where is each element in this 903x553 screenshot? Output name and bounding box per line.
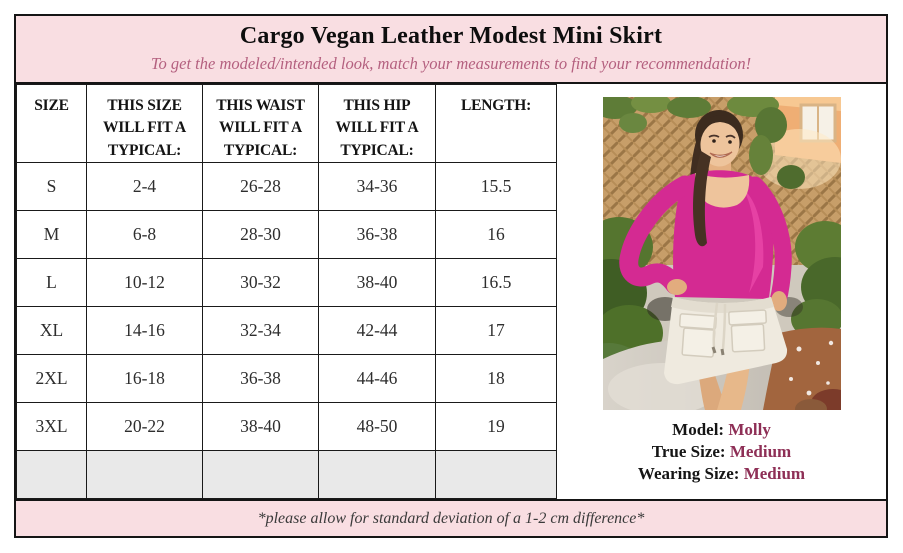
hip-cell: 48-50 <box>319 403 436 451</box>
true-size-label: True Size: <box>651 442 726 462</box>
size-cell: M <box>17 211 87 259</box>
length-cell: 15.5 <box>436 163 557 211</box>
length-cell: 19 <box>436 403 557 451</box>
header-row <box>17 84 557 162</box>
chart-frame <box>14 14 888 538</box>
hip-cell: 34-36 <box>319 163 436 211</box>
true-size-value: Medium <box>729 442 792 462</box>
hip-cell: 42-44 <box>319 307 436 355</box>
wearing-size-line <box>638 463 805 485</box>
column-header-length: LENGTH: <box>436 84 557 162</box>
header-banner <box>16 16 886 84</box>
table-row <box>17 355 557 403</box>
empty-row <box>17 451 557 499</box>
size-cell: 3XL <box>17 403 87 451</box>
column-header-waist: THIS WAIST WILL FIT A TYPICAL: <box>203 84 319 162</box>
hip-cell: 38-40 <box>319 259 436 307</box>
waist-cell: 28-30 <box>203 211 319 259</box>
wearing-size-label: Wearing Size: <box>637 464 740 484</box>
model-photo <box>603 97 841 410</box>
hip-cell: 44-46 <box>319 355 436 403</box>
size-cell: L <box>17 259 87 307</box>
footer-banner <box>16 499 886 536</box>
column-header-fit: THIS SIZE WILL FIT A TYPICAL: <box>87 84 203 162</box>
fit-cell: 14-16 <box>87 307 203 355</box>
size-chart-table <box>16 84 557 499</box>
fit-instruction: To get the modeled/intended look, match your measurements to find your recommendation! <box>150 53 752 73</box>
waist-cell: 26-28 <box>203 163 319 211</box>
table-row <box>17 307 557 355</box>
wearing-size-value: Medium <box>743 464 806 484</box>
model-name-value: Molly <box>728 419 771 439</box>
length-cell: 17 <box>436 307 557 355</box>
product-title: Cargo Vegan Leather Modest Mini Skirt <box>239 23 663 49</box>
length-cell: 16.5 <box>436 259 557 307</box>
fit-cell: 20-22 <box>87 403 203 451</box>
table-row <box>17 163 557 211</box>
fit-cell: 16-18 <box>87 355 203 403</box>
column-header-hip: THIS HIP WILL FIT A TYPICAL: <box>319 84 436 162</box>
length-cell: 18 <box>436 355 557 403</box>
waist-cell <box>203 451 319 499</box>
size-cell: S <box>17 163 87 211</box>
model-name-line <box>638 419 805 441</box>
deviation-note: *please allow for standard deviation of a 1-2 cm difference* <box>257 509 645 527</box>
column-header-size: SIZE <box>17 84 87 162</box>
length-cell <box>436 451 557 499</box>
content-area <box>16 84 886 499</box>
hip-cell <box>319 451 436 499</box>
waist-cell: 38-40 <box>203 403 319 451</box>
size-cell <box>17 451 87 499</box>
waist-cell: 36-38 <box>203 355 319 403</box>
size-cell: 2XL <box>17 355 87 403</box>
table-row <box>17 211 557 259</box>
waist-cell: 32-34 <box>203 307 319 355</box>
model-photo-panel <box>557 84 886 499</box>
model-name-label: Model: <box>672 419 725 439</box>
table-row <box>17 403 557 451</box>
fit-cell <box>87 451 203 499</box>
length-cell: 16 <box>436 211 557 259</box>
fit-cell: 2-4 <box>87 163 203 211</box>
model-info <box>638 419 805 486</box>
fit-cell: 10-12 <box>87 259 203 307</box>
hip-cell: 36-38 <box>319 211 436 259</box>
size-cell: XL <box>17 307 87 355</box>
table-row <box>17 259 557 307</box>
fit-cell: 6-8 <box>87 211 203 259</box>
true-size-line <box>638 441 805 463</box>
waist-cell: 30-32 <box>203 259 319 307</box>
